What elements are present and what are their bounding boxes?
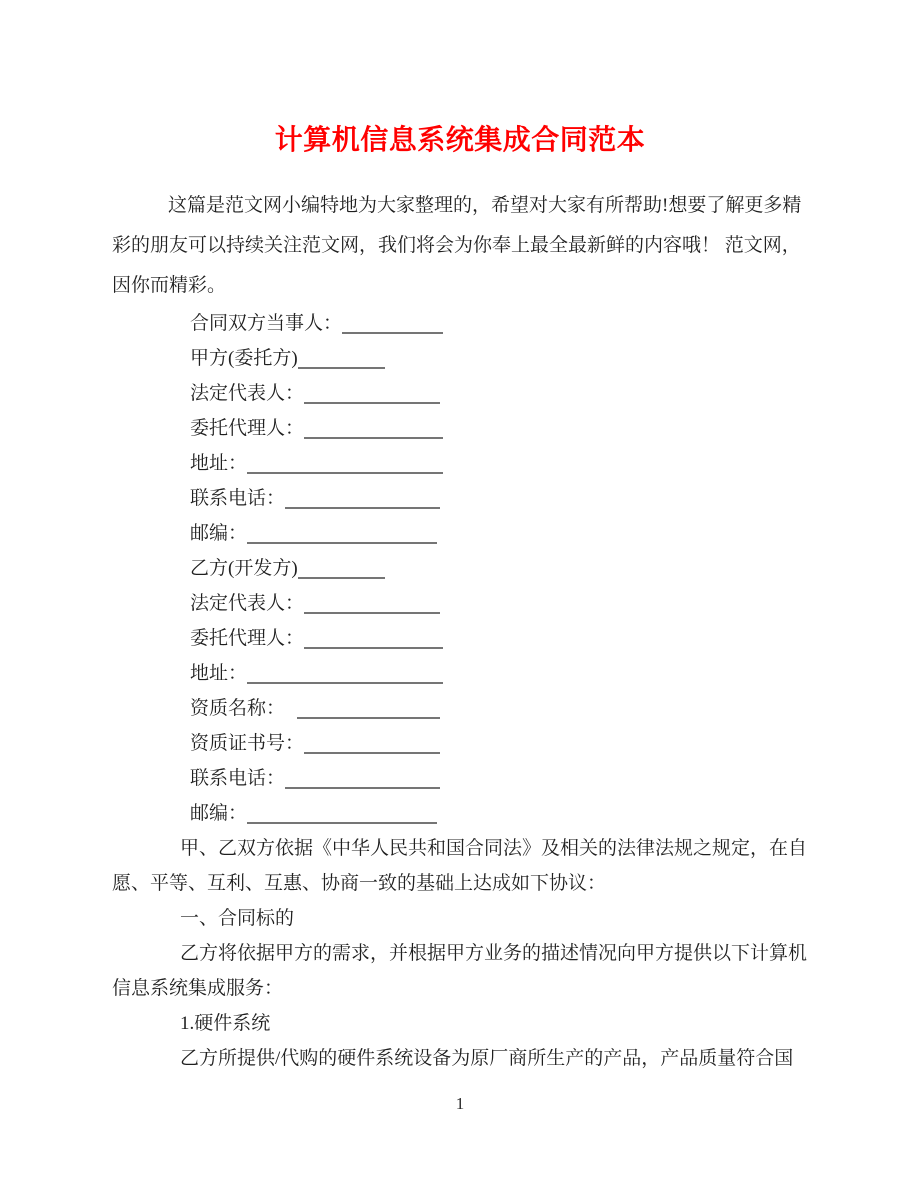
form-field-label: 委托代理人： (190, 418, 305, 439)
form-field-label: 合同双方当事人： (190, 313, 343, 334)
page-footer (0, 1094, 920, 1114)
blank-underline (285, 507, 440, 509)
blank-underline (304, 647, 443, 649)
text-line: 愿、平等、互利、互惠、协商一致的基础上达成如下协议： (112, 873, 607, 894)
blank-underline (298, 367, 385, 369)
form-field-label: 联系电话： (190, 488, 286, 509)
form-field-label: 法定代表人： (190, 383, 305, 404)
text-line: 1.硬件系统 (180, 1013, 271, 1034)
form-field-label: 法定代表人： (190, 593, 305, 614)
document-content (112, 186, 812, 1076)
form-field-row (112, 656, 812, 691)
text-line: 信息系统集成服务： (112, 978, 284, 999)
text-line: 一、合同标的 (180, 908, 295, 929)
form-field-row (112, 586, 812, 621)
form-field-label: 邮编： (190, 523, 248, 544)
form-field-row (112, 446, 812, 481)
blank-underline (304, 402, 440, 404)
form-field-label: 地址： (190, 663, 248, 684)
blank-underline (247, 682, 443, 684)
blank-underline (298, 577, 385, 579)
text-line: 彩的朋友可以持续关注范文网，我们将会为你奉上最全最新鲜的内容哦！ 范文网， (112, 235, 801, 256)
form-field-label: 资质名称： (190, 698, 286, 719)
form-field-row (112, 306, 812, 341)
form-field-label: 资质证书号： (190, 733, 305, 754)
blank-underline (304, 437, 443, 439)
blank-underline (247, 472, 443, 474)
form-field-row (112, 621, 812, 656)
form-field-row (112, 376, 812, 411)
text-line: 乙方所提供/代购的硬件系统设备为原厂商所生产的产品，产品质量符合国 (180, 1048, 794, 1069)
form-field-label: 邮编： (190, 803, 248, 824)
blank-underline (342, 332, 443, 334)
form-field-row (112, 761, 812, 796)
page-number: 1 (455, 1094, 465, 1113)
form-field-row (112, 341, 812, 376)
form-field-label: 地址： (190, 453, 248, 474)
form-field-label: 甲方(委托方) (190, 348, 298, 369)
form-field-row (112, 551, 812, 586)
form-field-row (112, 691, 812, 726)
text-line: 这篇是范文网小编特地为大家整理的，希望对大家有所帮助!想要了解更多精 (168, 195, 802, 216)
form-field-row (112, 516, 812, 551)
blank-underline (247, 822, 437, 824)
contract-form-fields (112, 306, 812, 831)
form-field-row (112, 726, 812, 761)
form-field-label: 乙方(开发方) (190, 558, 298, 579)
text-line: 甲、乙双方依据《中华人民共和国合同法》及相关的法律法规之规定，在自 (180, 838, 808, 859)
form-field-label: 委托代理人： (190, 628, 305, 649)
text-line: 因你而精彩。 (112, 275, 227, 296)
blank-underline (304, 752, 440, 754)
text-line: 乙方将依据甲方的需求，并根据甲方业务的描述情况向甲方提供以下计算机 (180, 943, 808, 964)
form-field-row (112, 796, 812, 831)
blank-underline (304, 612, 440, 614)
blank-underline (247, 542, 437, 544)
blank-underline (297, 717, 440, 719)
form-field-label: 联系电话： (190, 768, 286, 789)
contract-body-paragraphs (112, 831, 812, 1076)
intro-paragraph (112, 186, 812, 306)
document-title: 计算机信息系统集成合同范本 (274, 125, 646, 156)
blank-underline (285, 787, 440, 789)
form-field-row (112, 411, 812, 446)
form-field-row (112, 481, 812, 516)
